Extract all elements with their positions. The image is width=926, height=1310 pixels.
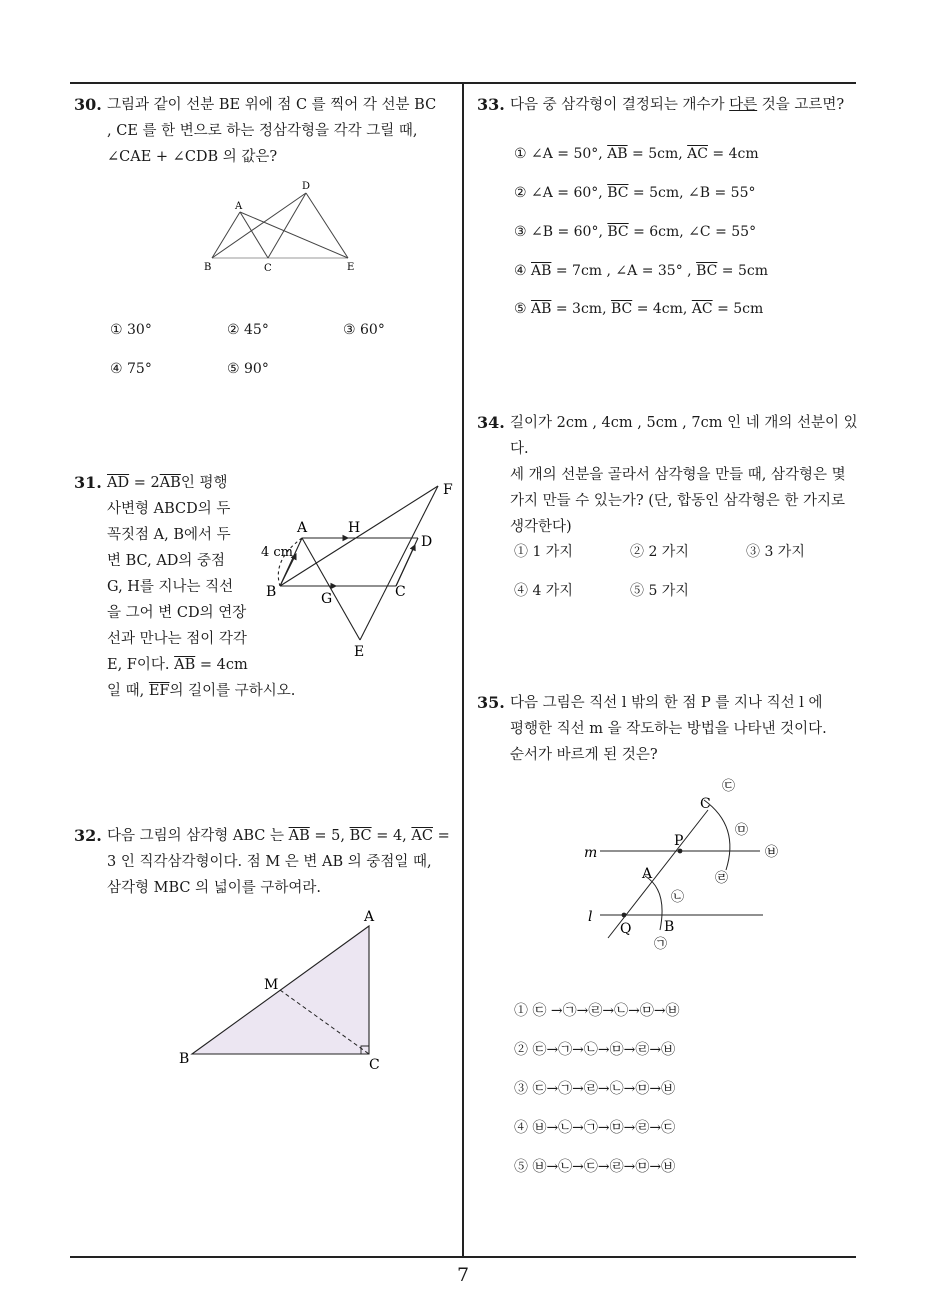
question-35	[477, 690, 867, 768]
page-number: 7	[456, 1264, 470, 1286]
text-line: 변 BC, AD의 중점	[107, 553, 226, 569]
text-span: ④	[514, 263, 532, 279]
overline-segment: $\overline{AB}$	[288, 828, 310, 844]
marker-giyeok: ㉠	[654, 937, 668, 952]
label-m: m	[584, 845, 598, 861]
question-32	[74, 823, 464, 901]
text-line: ∠CAE + ∠CDB 의 값은?	[107, 149, 278, 165]
text-line: 꼭짓점 A, B에서 두	[107, 527, 231, 543]
option-3[interactable]: ③ ㉢→㉠→㉣→㉡→㉤→㉥	[514, 1081, 676, 1097]
overline-segment: $\overline{AB}$	[607, 146, 628, 162]
text-span: = 7cm , ∠A = 35° ,	[551, 263, 697, 279]
option-4[interactable]	[514, 263, 768, 279]
text-span: 일 때,	[107, 683, 149, 699]
overline-segment: $\overline{BC}$	[607, 224, 629, 240]
question-text	[477, 690, 867, 768]
question-31-last-line	[74, 678, 374, 704]
question-text	[74, 823, 464, 901]
bottom-rule	[70, 1256, 856, 1258]
option-5[interactable]: ⑤ ㉥→㉡→㉢→㉣→㉤→㉥	[514, 1159, 676, 1175]
label-G: G	[321, 591, 333, 607]
label-A: A	[235, 201, 243, 212]
label-E: E	[354, 644, 365, 660]
column-divider	[462, 83, 464, 1258]
question-text	[477, 92, 867, 118]
option-2[interactable]: ② 2 가지	[630, 544, 689, 560]
overline-segment: $\overline{AC}$	[691, 301, 713, 317]
overline-segment: $\overline{AC}$	[687, 146, 708, 162]
question-text	[74, 92, 464, 170]
text-line: 가지 만들 수 있는가? (단, 합동인 삼각형은 한 가지로	[510, 493, 846, 509]
label-A: A	[642, 866, 653, 882]
label-P: P	[674, 833, 684, 849]
text-span: 것을 고르면?	[757, 97, 845, 113]
marker-digeut: ㉢	[722, 779, 736, 794]
text-span: 의 길이를 구하시오.	[169, 683, 296, 699]
text-span: ⑤	[514, 301, 532, 317]
option-3[interactable]: ③ 60°	[343, 322, 385, 338]
overline-segment: $\overline{AB}$	[531, 301, 552, 317]
label-D: D	[302, 181, 311, 192]
text-line: 삼각형 MBC 의 넓이를 구하여라.	[107, 880, 321, 896]
text-span: = 5cm, ∠B = 55°	[628, 185, 756, 201]
label-C: C	[700, 796, 711, 812]
question-number: 30.	[74, 95, 102, 114]
option-4[interactable]: ④ ㉥→㉡→㉠→㉤→㉣→㉢	[514, 1120, 676, 1136]
figure-30	[200, 178, 380, 278]
figure-35	[580, 778, 790, 953]
underlined-word: 다른	[729, 97, 758, 113]
text-line	[107, 823, 464, 849]
text-span: = 4cm	[195, 657, 248, 673]
figure-31	[258, 476, 463, 661]
text-line: 다음 그림은 직선 l 밖의 한 점 P 를 지나 직선 l 에	[510, 695, 823, 711]
text-span: = 4,	[371, 828, 412, 844]
question-number: 33.	[477, 95, 505, 114]
label-D: D	[421, 534, 433, 550]
marker-mieum: ㉤	[735, 823, 749, 838]
label-C: C	[264, 263, 272, 274]
label-H: H	[348, 520, 361, 536]
text-span: = 5cm	[712, 301, 764, 317]
overline-segment: $\overline{AC}$	[411, 828, 433, 844]
text-line: 3 인 직각삼각형이다. 점 M 은 변 AB 의 중점일 때,	[107, 854, 432, 870]
option-4[interactable]: ④ 4 가지	[514, 583, 573, 599]
text-line: 그림과 같이 선분 BE 위에 점 C 를 찍어 각 선분 BC	[107, 97, 437, 113]
text-line: G, H를 지나는 직선	[107, 579, 234, 595]
option-3[interactable]	[514, 224, 756, 240]
text-line: 을 그어 변 CD의 연장	[107, 605, 247, 621]
text-span: 다음 중 삼각형이 결정되는 개수가	[510, 97, 730, 113]
option-2[interactable]: ② ㉢→㉠→㉡→㉤→㉣→㉥	[514, 1042, 676, 1058]
text-span: 인 평행	[180, 475, 228, 491]
text-span: =	[432, 828, 450, 844]
text-span: E, F이다.	[107, 657, 175, 673]
marker-bieup: ㉥	[765, 845, 779, 860]
text-line: 길이가 2cm , 4cm , 5cm , 7cm 인 네 개의 선분이 있다.	[510, 415, 858, 457]
overline-segment: $\overline{AB}$	[159, 475, 181, 491]
text-line: 사변형 ABCD의 두	[107, 501, 231, 517]
label-B: B	[664, 919, 675, 935]
text-line: 세 개의 선분을 골라서 삼각형을 만들 때, 삼각형은 몇	[510, 467, 846, 483]
label-F: F	[443, 482, 453, 498]
option-5[interactable]: ⑤ 5 가지	[630, 583, 689, 599]
label-l: l	[588, 909, 593, 925]
option-1[interactable]: ① 1 가지	[514, 544, 573, 560]
option-4[interactable]: ④ 75°	[110, 361, 152, 377]
text-line: 생각한다)	[510, 519, 572, 535]
option-5[interactable]: ⑤ 90°	[227, 361, 269, 377]
marker-rieul: ㉣	[715, 871, 729, 886]
figure-32	[176, 906, 396, 1076]
text-span: = 5cm,	[627, 146, 688, 162]
overline-segment: $\overline{BC}$	[610, 301, 633, 317]
text-line	[510, 92, 867, 118]
overline-segment: $\overline{AD}$	[107, 475, 130, 491]
question-34	[477, 410, 867, 540]
question-30	[74, 92, 464, 170]
question-number: 35.	[477, 693, 505, 712]
overline-segment: $\overline{BC}$	[349, 828, 372, 844]
label-B: B	[266, 584, 277, 600]
overline-segment: $\overline{BC}$	[696, 263, 718, 279]
text-line: 순서가 바르게 된 것은?	[510, 747, 658, 763]
option-1[interactable]: ① 30°	[110, 322, 152, 338]
label-C: C	[395, 584, 406, 600]
text-span: = 5cm	[717, 263, 768, 279]
text-line: 평행한 직선 m 을 작도하는 방법을 나타낸 것이다.	[510, 721, 827, 737]
option-3[interactable]: ③ 3 가지	[746, 544, 805, 560]
option-2[interactable]	[514, 185, 755, 201]
question-text	[74, 678, 374, 704]
text-span: = 3cm,	[551, 301, 611, 317]
marker-nieun: ㉡	[671, 890, 685, 905]
overline-segment: $\overline{AB}$	[174, 657, 196, 673]
option-1[interactable]	[514, 146, 759, 162]
text-line: , CE 를 한 변으로 하는 정삼각형을 각각 그릴 때,	[107, 123, 418, 139]
overline-segment: $\overline{AB}$	[531, 263, 552, 279]
label-C: C	[369, 1057, 380, 1073]
label-B: B	[204, 262, 212, 273]
text-span: = 4cm,	[632, 301, 692, 317]
label-A: A	[364, 909, 375, 925]
overline-segment: $\overline{BC}$	[607, 185, 629, 201]
question-33	[477, 92, 867, 118]
overline-segment: $\overline{EF}$	[148, 683, 170, 699]
text-span: ③ ∠B = 60°,	[514, 224, 608, 240]
text-span: ② ∠A = 60°,	[514, 185, 608, 201]
label-length: 4 cm	[261, 545, 294, 560]
text-span: 다음 그림의 삼각형 ABC 는	[107, 828, 289, 844]
text-line: 선과 만나는 점이 각각	[107, 631, 247, 647]
label-M: M	[264, 977, 279, 993]
text-span: ① ∠A = 50°,	[514, 146, 608, 162]
question-text	[477, 410, 867, 540]
question-number: 31.	[74, 473, 102, 492]
text-line	[107, 678, 374, 704]
option-2[interactable]: ② 45°	[227, 322, 269, 338]
text-span: = 4cm	[707, 146, 759, 162]
label-Q: Q	[620, 921, 632, 937]
text-span: = 6cm, ∠C = 55°	[628, 224, 757, 240]
option-5[interactable]	[514, 301, 763, 317]
label-A: A	[297, 520, 308, 536]
option-1[interactable]: ① ㉢ →㉠→㉣→㉡→㉤→㉥	[514, 1003, 680, 1019]
question-number: 34.	[477, 413, 505, 432]
question-number: 32.	[74, 826, 102, 845]
label-B: B	[179, 1051, 190, 1067]
label-E: E	[347, 262, 355, 273]
text-span: = 5,	[309, 828, 350, 844]
text-span: = 2	[129, 475, 160, 491]
